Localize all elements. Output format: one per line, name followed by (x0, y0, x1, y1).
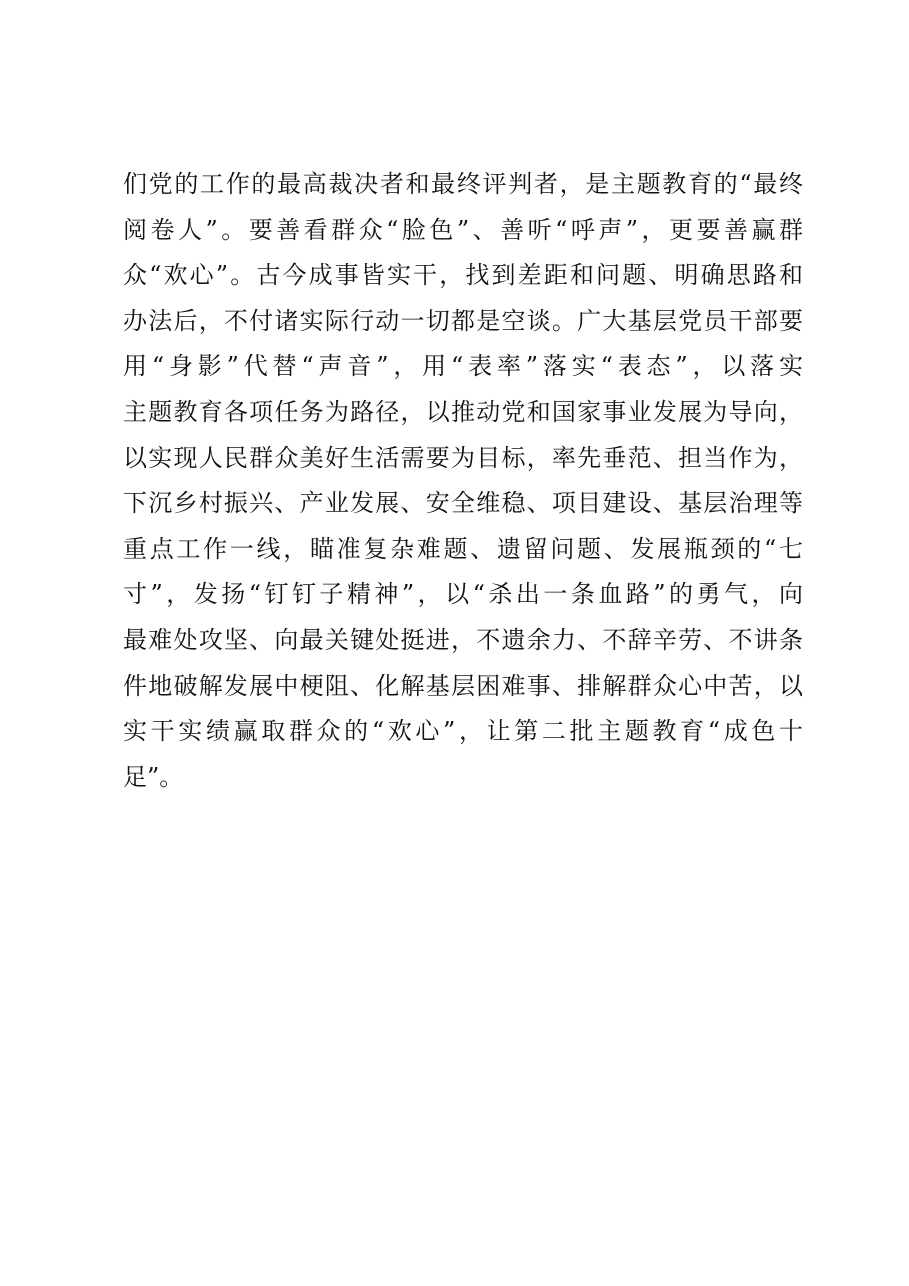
paragraph-line: 实干实绩赢取群众的“欢心”，让第二批主题教育“成色十 (123, 717, 803, 746)
paragraph-line: 重点工作一线，瞄准复杂难题、遗留问题、发展瓶颈的“七 (123, 534, 803, 563)
paragraph-line: 下沉乡村振兴、产业发展、安全维稳、项目建设、基层治理等 (123, 489, 803, 518)
paragraph-line: 办法后，不付诸实际行动一切都是空谈。广大基层党员干部要 (123, 306, 803, 335)
paragraph-line: 主题教育各项任务为路径，以推动党和国家事业发展为导向， (123, 397, 803, 426)
paragraph-line: 最难处攻坚、向最关键处挺进，不遗余力、不辞辛劳、不讲条 (123, 625, 803, 654)
paragraph-line: 足”。 (123, 762, 184, 791)
paragraph-line: 用“身影”代替“声音”，用“表率”落实“表态”，以落实 (123, 352, 803, 381)
paragraph-line: 众“欢心”。古今成事皆实干，找到差距和问题、明确思路和 (123, 261, 803, 290)
body-paragraph (123, 162, 803, 800)
paragraph-line: 们党的工作的最高裁决者和最终评判者，是主题教育的“最终 (123, 170, 803, 198)
paragraph-line: 件地破解发展中梗阻、化解基层困难事、排解群众心中苦，以 (123, 671, 803, 700)
paragraph-line: 以实现人民群众美好生活需要为目标，率先垂范、担当作为， (123, 443, 803, 472)
paragraph-line: 寸”，发扬“钉钉子精神”，以“杀出一条血路”的勇气，向 (123, 580, 803, 609)
paragraph-line: 阅卷人”。要善看群众“脸色”、善听“呼声”，更要善赢群 (123, 215, 803, 244)
